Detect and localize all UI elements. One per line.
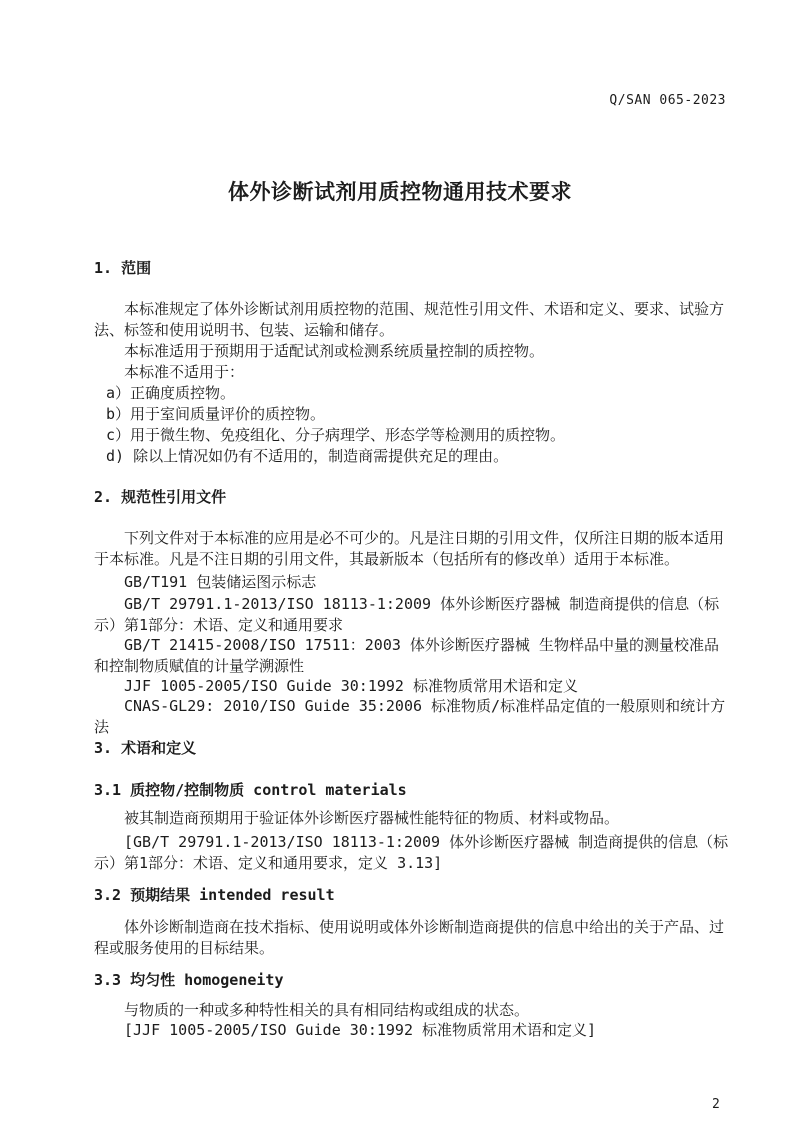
page-number: 2 <box>712 1097 720 1112</box>
reference-item: CNAS-GL29: 2010/ISO Guide 35:2006 标准物质/标准样品定值的一般原则和统计方法 <box>94 697 726 736</box>
term-3-2-heading: 3.2 预期结果 intended result <box>94 886 335 904</box>
section1-applicable-paragraph: 本标准适用于预期用于适配试剂或检测系统质量控制的质控物。 <box>124 342 545 360</box>
term-3-3-heading: 3.3 均匀性 homogeneity <box>94 971 284 989</box>
reference-item: GB/T191 包装储运图示标志 <box>124 573 317 591</box>
section3-heading: 3. 术语和定义 <box>94 739 197 757</box>
list-item-a: a）正确度质控物。 <box>106 384 236 402</box>
term-3-2-definition: 体外诊断制造商在技术指标、使用说明或体外诊断制造商提供的信息中给出的关于产品、过程或服务使用的目标结果。 <box>94 918 725 957</box>
reference-item: GB/T 29791.1-2013/ISO 18113-1:2009 体外诊断医疗器械 制造商提供的信息（标示）第1部分：术语、定义和通用要求 <box>94 595 720 634</box>
reference-item: GB/T 21415-2008/ISO 17511：2003 体外诊断医疗器械 生物样品中量的测量校准品和控制物质赋值的计量学溯源性 <box>94 636 719 675</box>
section1-heading: 1. 范围 <box>94 259 152 277</box>
term-3-1-source: [GB/T 29791.1-2013/ISO 18113-1:2009 体外诊断医疗器械 制造商提供的信息（标示）第1部分：术语、定义和通用要求，定义 3.13] <box>94 833 729 872</box>
term-3-1-heading: 3.1 质控物/控制物质 control materials <box>94 781 407 799</box>
list-item-c: c）用于微生物、免疫组化、分子病理学、形态学等检测用的质控物。 <box>106 426 566 444</box>
term-3-3-source: [JJF 1005-2005/ISO Guide 30:1992 标准物质常用术语和定义] <box>124 1021 597 1039</box>
reference-item: JJF 1005-2005/ISO Guide 30:1992 标准物质常用术语和定义 <box>124 677 578 695</box>
standard-number: Q/SAN 065-2023 <box>609 93 726 108</box>
section2-heading: 2. 规范性引用文件 <box>94 488 227 506</box>
document-title: 体外诊断试剂用质控物通用技术要求 <box>228 180 572 204</box>
section1-scope-paragraph: 本标准规定了体外诊断试剂用质控物的范围、规范性引用文件、术语和定义、要求、试验方法、标签和使用说明书、包装、运输和储存。 <box>94 300 725 339</box>
section2-intro-paragraph: 下列文件对于本标准的应用是必不可少的。凡是注日期的引用文件，仅所注日期的版本适用于本标准。凡是不注日期的引用文件，其最新版本（包括所有的修改单）适用于本标准。 <box>94 529 725 568</box>
list-item-d: d) 除以上情况如仍有不适用的，制造商需提供充足的理由。 <box>106 447 509 465</box>
section1-not-applicable-paragraph: 本标准不适用于： <box>124 363 245 381</box>
list-item-b: b）用于室间质量评价的质控物。 <box>106 405 326 423</box>
term-3-3-definition: 与物质的一种或多种特性相关的具有相同结构或组成的状态。 <box>124 1001 530 1019</box>
term-3-1-definition: 被其制造商预期用于验证体外诊断医疗器械性能特征的物质、材料或物品。 <box>124 809 620 827</box>
